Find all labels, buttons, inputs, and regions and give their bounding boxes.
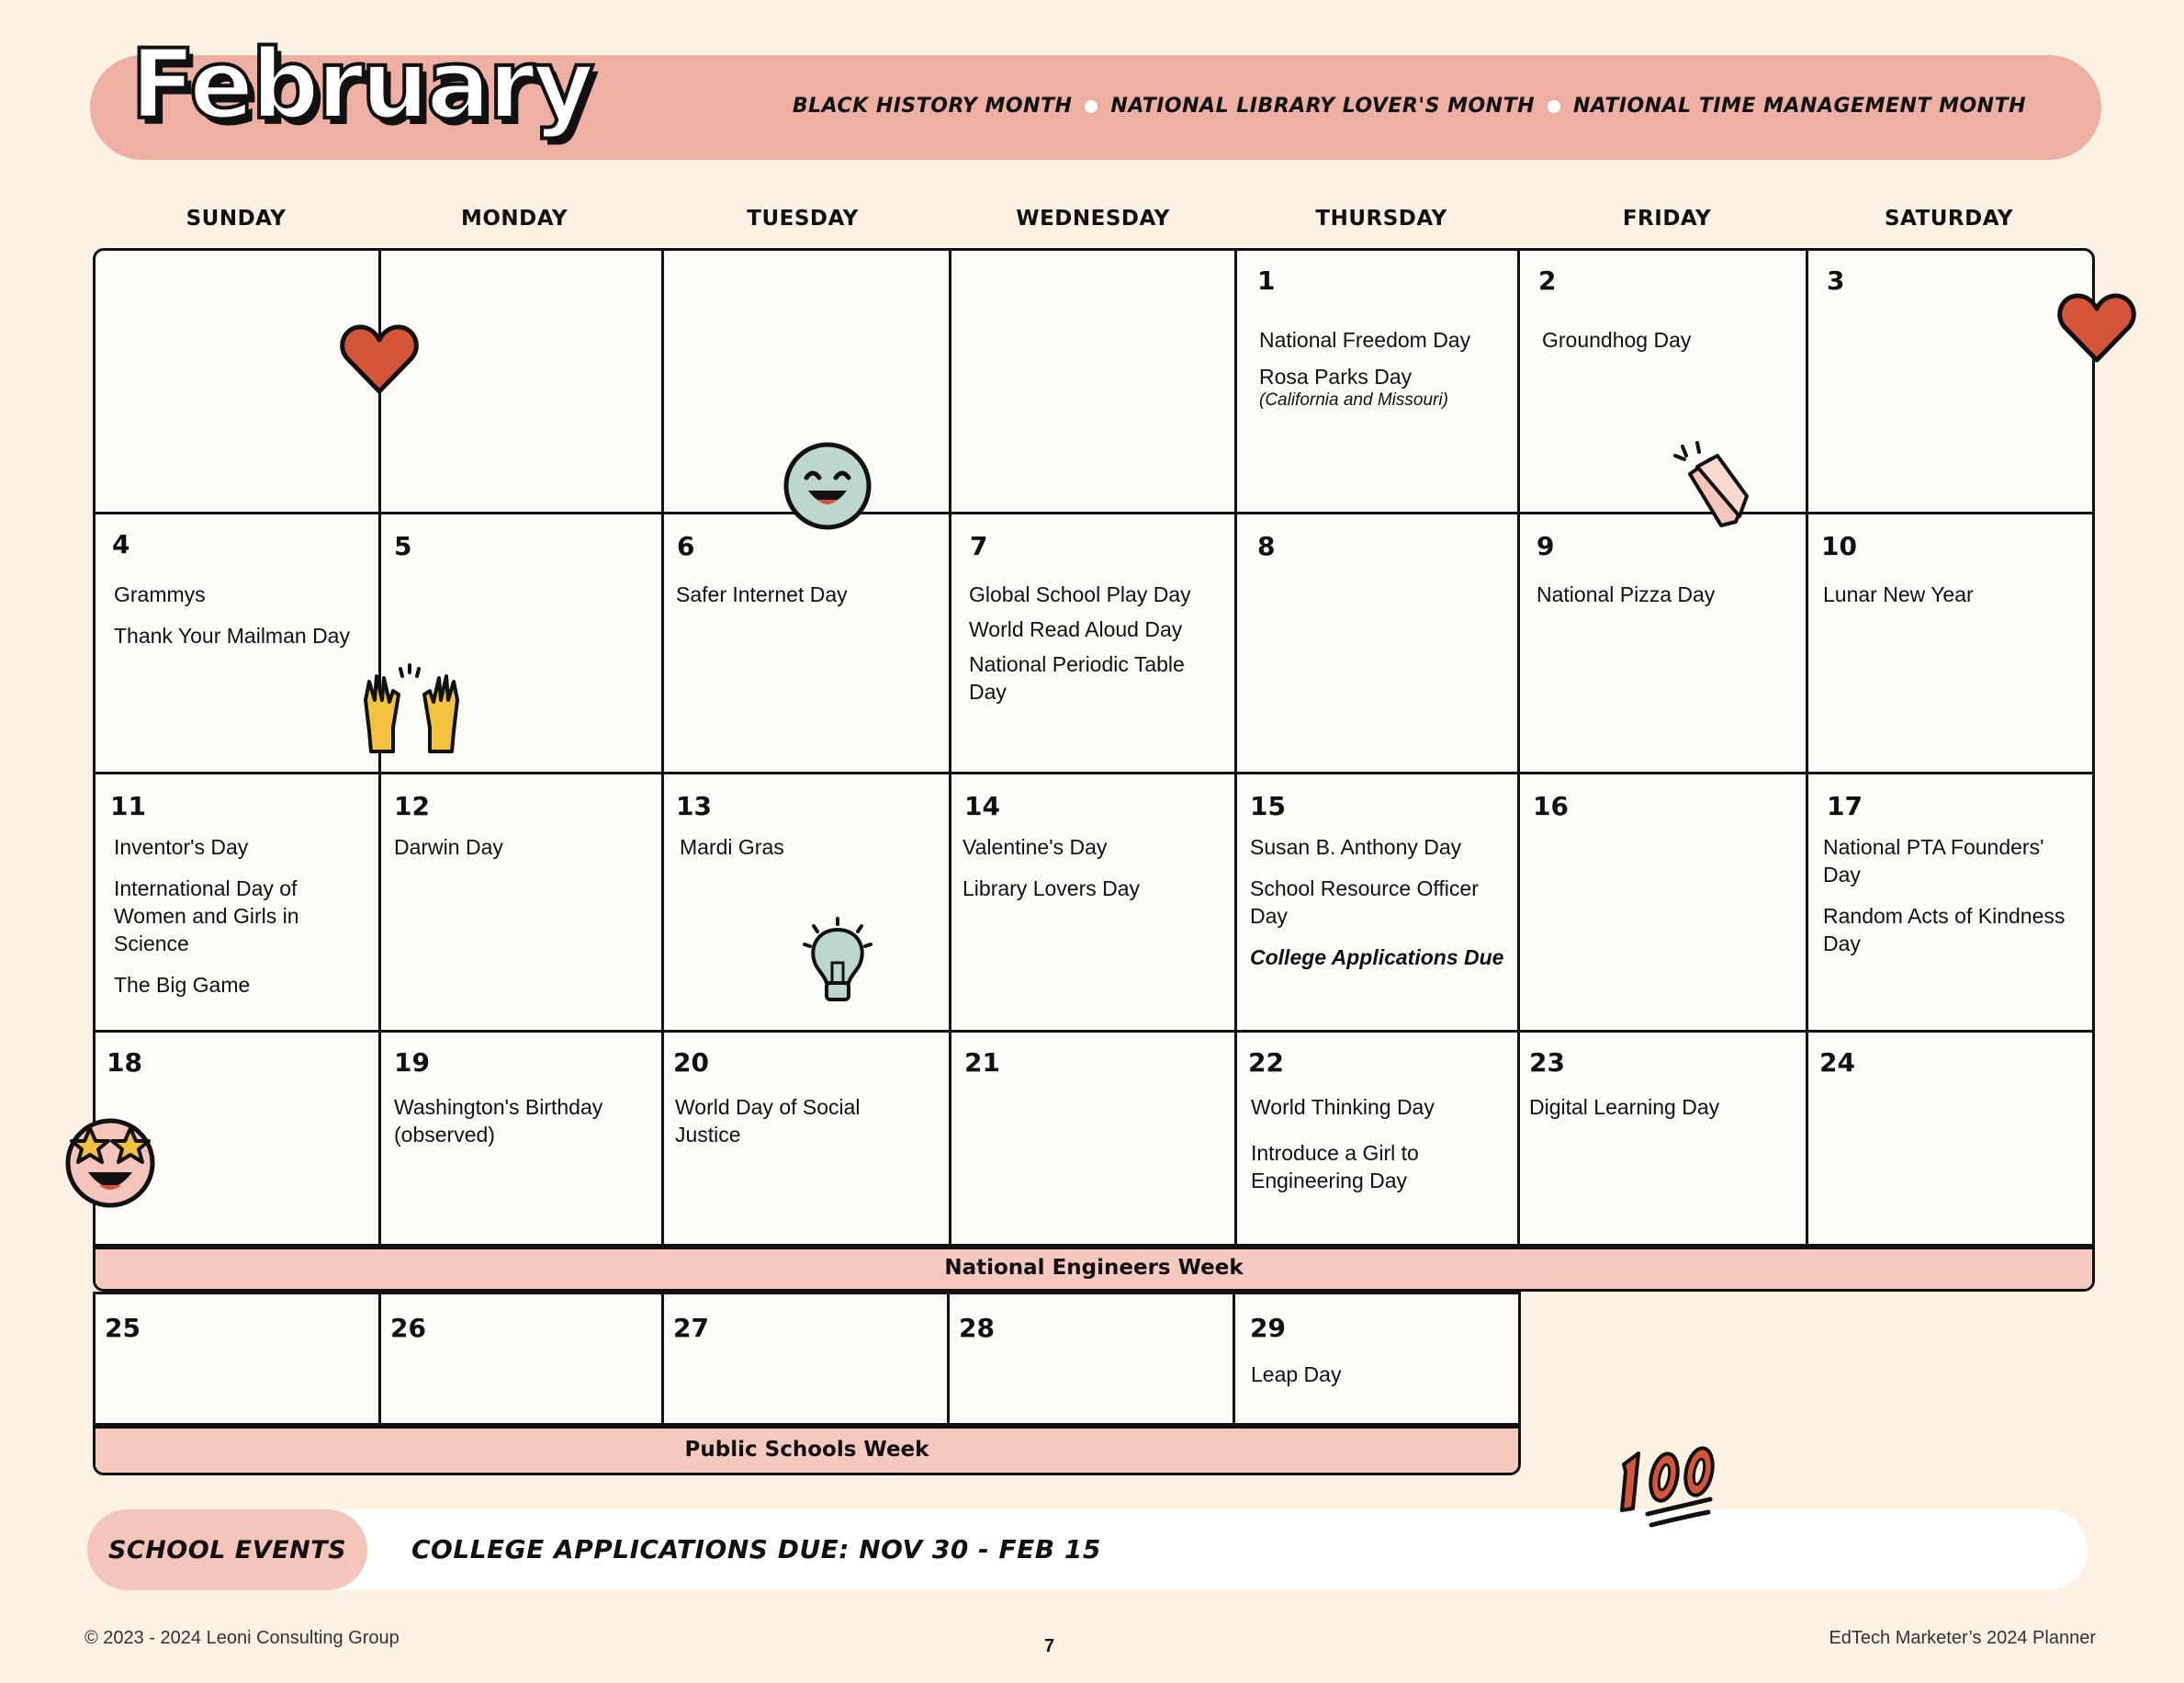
day-cell[interactable]	[951, 1033, 1237, 1247]
day-cell[interactable]	[1237, 774, 1520, 1033]
day-number: 19	[394, 1047, 430, 1078]
day-number: 20	[673, 1047, 709, 1078]
day-number: 15	[1250, 791, 1286, 821]
day-cell[interactable]	[1520, 514, 1808, 774]
weekday-header: SATURDAY	[1884, 207, 2014, 231]
day-number: 21	[964, 1047, 1000, 1078]
footer-planner-title: EdTech Marketer’s 2024 Planner	[1829, 1628, 2096, 1648]
day-cell[interactable]	[1520, 774, 1808, 1033]
day-cell[interactable]	[950, 1292, 1235, 1426]
event-label: The Big Game	[114, 973, 251, 997]
engineers-week-band: National Engineers Week	[96, 1247, 2092, 1289]
day-number: 13	[676, 791, 712, 821]
page-title: February	[130, 28, 592, 141]
day-cell[interactable]	[1235, 1292, 1518, 1426]
day-cell-empty	[951, 251, 1237, 514]
event-label: National Pizza Day	[1537, 582, 1716, 606]
event-label: Rosa Parks Day	[1259, 365, 1413, 389]
day-number: 9	[1537, 531, 1555, 561]
event-label: International Day of Women and Girls in Science	[114, 876, 299, 955]
day-cell[interactable]	[664, 1033, 951, 1247]
day-cell[interactable]	[1520, 251, 1808, 514]
day-cell[interactable]	[1520, 1033, 1808, 1247]
event-label: School Resource Officer Day	[1250, 876, 1479, 928]
weekday-header: MONDAY	[460, 207, 569, 231]
weekday-header: SUNDAY	[186, 207, 287, 231]
weekday-header: THURSDAY	[1315, 207, 1447, 231]
event-label: Thank Your Mailman Day	[114, 624, 350, 648]
day-cell[interactable]	[951, 774, 1237, 1033]
event-label: World Thinking Day	[1251, 1095, 1435, 1119]
day-number: 25	[105, 1313, 141, 1343]
observance-label: BLACK HISTORY MONTH	[792, 95, 1073, 118]
event-label: Mardi Gras	[680, 835, 784, 859]
day-number: 3	[1827, 265, 1845, 296]
heart-icon	[2057, 292, 2136, 366]
event-label: Inventor's Day	[114, 835, 249, 859]
day-cell[interactable]	[1808, 251, 2092, 514]
day-cell-empty	[381, 251, 664, 514]
day-cell[interactable]	[664, 514, 951, 774]
day-cell[interactable]	[951, 514, 1237, 774]
event-label: Darwin Day	[394, 835, 503, 859]
event-label: Leap Day	[1251, 1362, 1342, 1386]
day-cell[interactable]	[1808, 774, 2092, 1033]
day-number: 18	[107, 1047, 142, 1078]
event-label: Random Acts of Kindness Day	[1823, 904, 2066, 955]
day-cell[interactable]	[1237, 514, 1520, 774]
star-struck-icon	[62, 1113, 158, 1209]
day-number: 22	[1248, 1047, 1284, 1078]
day-number: 26	[390, 1313, 426, 1343]
school-events-text: COLLEGE APPLICATIONS DUE: NOV 30 - FEB 15	[411, 1534, 1101, 1564]
day-number: 8	[1257, 531, 1276, 561]
hundred-points-icon	[1615, 1439, 1728, 1534]
observance-label: NATIONAL TIME MANAGEMENT MONTH	[1573, 95, 2026, 118]
event-label: National PTA Founders' Day	[1823, 835, 2044, 887]
event-label: Valentine's Day	[963, 835, 1108, 859]
heart-icon	[340, 323, 419, 397]
event-label: Library Lovers Day	[963, 876, 1141, 900]
event-label: Lunar New Year	[1823, 582, 1974, 606]
day-number: 27	[673, 1313, 709, 1343]
day-number: 5	[394, 531, 412, 561]
day-cell[interactable]	[1808, 1033, 2092, 1247]
day-number: 12	[394, 791, 430, 821]
school-events-label: SCHOOL EVENTS	[87, 1509, 367, 1590]
event-label: Washington's Birthday (observed)	[394, 1095, 603, 1146]
day-number: 28	[959, 1313, 995, 1343]
weekday-header: FRIDAY	[1622, 207, 1712, 231]
day-cell[interactable]	[1808, 514, 2092, 774]
day-number: 1	[1257, 265, 1276, 296]
day-number: 4	[112, 529, 130, 559]
day-number: 11	[110, 791, 146, 821]
footer-copyright: © 2023 - 2024 Leoni Consulting Group	[84, 1628, 400, 1648]
day-number: 17	[1827, 791, 1863, 821]
day-cell[interactable]	[96, 514, 381, 774]
event-label: World Read Aloud Day	[969, 617, 1183, 641]
day-number: 16	[1533, 791, 1569, 821]
event-label-deadline: College Applications Due	[1250, 945, 1504, 969]
day-cell[interactable]	[664, 1292, 950, 1426]
day-cell[interactable]	[96, 1292, 381, 1426]
event-label: Global School Play Day	[969, 582, 1191, 606]
event-label: Digital Learning Day	[1529, 1095, 1720, 1119]
separator-dot	[1548, 100, 1560, 113]
observance-label: NATIONAL LIBRARY LOVER'S MONTH	[1110, 95, 1536, 118]
weekday-header: WEDNESDAY	[1016, 207, 1170, 231]
event-label: National Periodic Table Day	[969, 652, 1185, 704]
event-label: National Freedom Day	[1259, 328, 1471, 352]
separator-dot	[1085, 100, 1098, 113]
day-cell[interactable]	[381, 1033, 664, 1247]
event-label: World Day of Social Justice	[675, 1095, 861, 1146]
event-label: Grammys	[114, 582, 206, 606]
day-cell[interactable]	[1237, 251, 1520, 514]
day-number: 2	[1538, 265, 1557, 296]
day-number: 10	[1821, 531, 1857, 561]
day-number: 23	[1529, 1047, 1565, 1078]
day-cell-empty	[96, 251, 381, 514]
event-label: Safer Internet Day	[676, 582, 848, 606]
event-label: Introduce a Girl to Engineering Day	[1251, 1141, 1419, 1192]
event-note: (California and Missouri)	[1259, 390, 1448, 410]
day-number: 24	[1819, 1047, 1855, 1078]
monthly-observances	[793, 95, 2026, 118]
event-label: Groundhog Day	[1542, 328, 1692, 352]
raising-hands-icon	[356, 663, 467, 755]
day-cell[interactable]	[381, 1292, 664, 1426]
day-number: 7	[970, 531, 988, 561]
day-cell[interactable]	[381, 774, 664, 1033]
public-schools-week-band: Public Schools Week	[96, 1426, 1518, 1473]
event-label: Susan B. Anthony Day	[1250, 835, 1462, 859]
day-number: 6	[677, 531, 695, 561]
weekday-header: TUESDAY	[747, 207, 859, 231]
page-number: 7	[1044, 1636, 1055, 1656]
day-cell[interactable]	[96, 774, 381, 1033]
day-number: 29	[1250, 1313, 1286, 1343]
smiley-icon	[782, 441, 872, 531]
day-number: 14	[964, 791, 1000, 821]
day-cell[interactable]	[1237, 1033, 1520, 1247]
clapping-hands-icon	[1672, 439, 1760, 531]
lightbulb-icon	[801, 917, 874, 1009]
